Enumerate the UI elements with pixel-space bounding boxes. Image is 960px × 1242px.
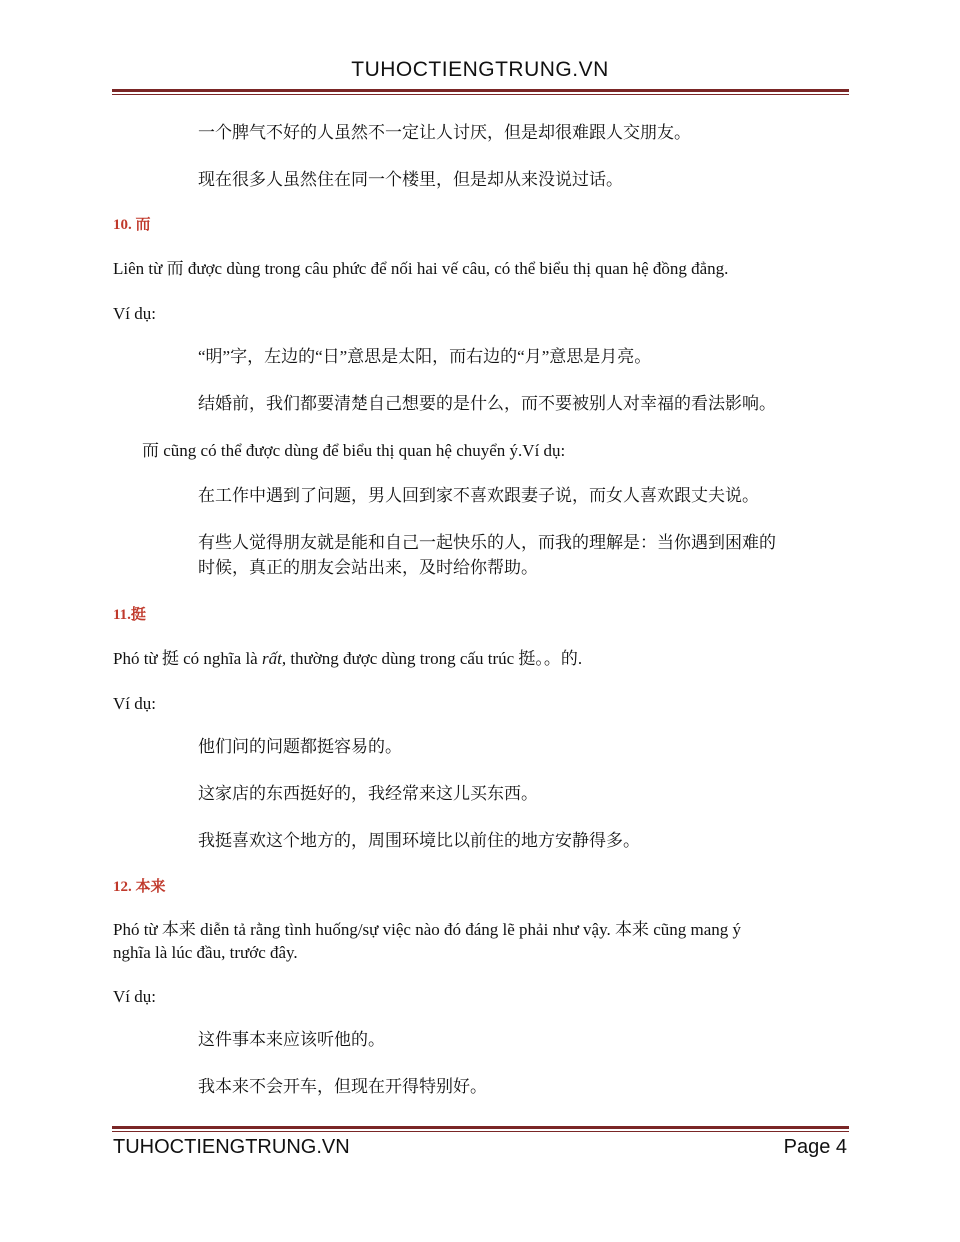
example-sentence: 一个脾气不好的人虽然不一定让人讨厌，但是却很难跟人交朋友。 [198, 123, 691, 142]
example-sentence: 这件事本来应该听他的。 [198, 1030, 385, 1049]
example-sentence: 结婚前，我们都要清楚自己想要的是什么，而不要被别人对幸福的看法影响。 [198, 394, 776, 413]
section-description: Liên từ 而 được dùng trong câu phức để nối hai vế câu, có thể biểu thị quan hệ đồng đẳng. [113, 259, 729, 278]
header-title: TUHOCTIENGTRUNG.VN [351, 58, 609, 81]
example-sentence: 这家店的东西挺好的，我经常来这儿买东西。 [198, 784, 538, 803]
section-description [113, 647, 582, 670]
footer-rule [112, 1126, 849, 1132]
page-number: Page 4 [783, 1136, 847, 1158]
section-heading-11: 11.挺 [113, 607, 146, 623]
example-sentence: 现在很多人虽然住在同一个楼里，但是却从来没说过话。 [198, 170, 623, 189]
example-label: Ví dụ: [113, 987, 156, 1006]
header-rule [112, 89, 849, 95]
example-sentence: 我本来不会开车，但现在开得特别好。 [198, 1077, 487, 1096]
section-heading-12: 12. 本来 [113, 879, 166, 895]
section-description: Phó từ 本来 diễn tả rằng tình huống/sự việc nào đó đáng lẽ phải như vậy. 本来 cũng mang ý [113, 920, 742, 939]
example-sentence: 有些人觉得朋友就是能和自己一起快乐的人，而我的理解是：当你遇到困难的 [198, 533, 776, 552]
example-sentence: 在工作中遇到了问题，男人回到家不喜欢跟妻子说，而女人喜欢跟丈夫说。 [198, 486, 759, 505]
emphasis-text: rất [261, 649, 282, 668]
section-description: 而 cũng có thể được dùng để biểu thị quan hệ chuyển ý.Ví dụ: [142, 441, 566, 460]
example-sentence: “明”字，左边的“日”意思是太阳，而右边的“月”意思是月亮。 [198, 347, 652, 366]
example-sentence: 我挺喜欢这个地方的，周围环境比以前住的地方安静得多。 [198, 831, 640, 850]
example-sentence: 时候，真正的朋友会站出来，及时给你帮助。 [198, 558, 538, 577]
text-segment: Phó từ 挺 có nghĩa là [113, 649, 262, 668]
footer-site: TUHOCTIENGTRUNG.VN [113, 1136, 350, 1158]
section-description: nghĩa là lúc đầu, trước đây. [113, 943, 298, 962]
section-heading-10: 10. 而 [113, 217, 151, 233]
example-sentence: 他们问的问题都挺容易的。 [198, 737, 402, 756]
text-segment: , thường được dùng trong cấu trúc 挺。。的. [281, 649, 583, 668]
example-label: Ví dụ: [113, 694, 156, 713]
example-label: Ví dụ: [113, 304, 156, 323]
